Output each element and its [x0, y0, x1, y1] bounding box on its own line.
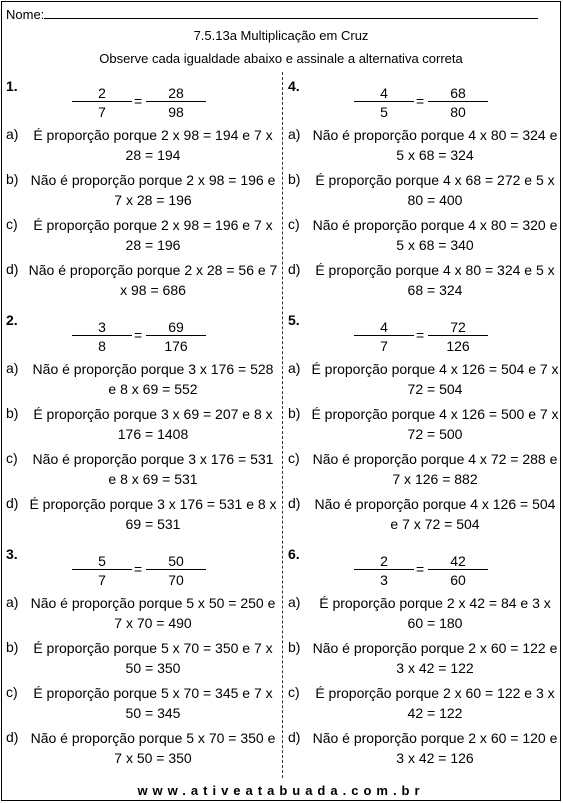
- right-fraction: [146, 84, 206, 120]
- question-number: 3.: [6, 546, 18, 562]
- option-letter: c): [288, 684, 300, 700]
- option-letter: a): [288, 594, 301, 610]
- question-4: [284, 74, 562, 308]
- left-numerator: 4: [354, 84, 414, 102]
- option-letter: b): [288, 639, 301, 655]
- left-numerator: 4: [354, 318, 414, 336]
- left-numerator: 5: [72, 552, 132, 570]
- question-number: 5.: [288, 312, 300, 328]
- right-numerator: 28: [146, 84, 206, 102]
- name-row: [6, 7, 538, 22]
- right-denominator: 176: [164, 338, 188, 354]
- left-fraction: [72, 552, 132, 588]
- question-5: [284, 308, 562, 542]
- answer-option[interactable]: [2, 356, 280, 401]
- left-denominator: 7: [98, 572, 106, 588]
- option-letter: c): [288, 450, 300, 466]
- name-line: [44, 7, 538, 19]
- worksheet-title: 7.5.13a Multiplicação em Cruz: [193, 28, 369, 43]
- answer-option[interactable]: [284, 212, 562, 257]
- right-numerator: 72: [428, 318, 488, 336]
- answer-option[interactable]: [2, 167, 280, 212]
- right-denominator: 80: [450, 104, 466, 120]
- answer-option[interactable]: [284, 167, 562, 212]
- option-letter: d): [6, 495, 19, 511]
- name-label: Nome:: [6, 7, 45, 22]
- right-denominator: 126: [446, 338, 470, 354]
- answer-option[interactable]: [2, 725, 280, 770]
- option-letter: d): [288, 261, 301, 277]
- column-divider: [282, 72, 283, 778]
- answer-option[interactable]: [284, 356, 562, 401]
- question-2: [2, 308, 280, 542]
- option-text: Não é proporção porque 2 x 28 = 56 e 7 x 98 = 686: [28, 262, 278, 298]
- option-text: Não é proporção porque 2 x 60 = 120 e 3 x 42 = 126: [312, 730, 558, 766]
- question-number: 1.: [6, 78, 18, 94]
- instruction-text: Observe cada igualdade abaixo e assinale a alternativa correta: [99, 51, 463, 66]
- option-text: Não é proporção porque 2 x 98 = 196 e 7 x 28 = 196: [30, 172, 276, 208]
- option-letter: b): [288, 171, 301, 187]
- option-letter: b): [288, 405, 301, 421]
- equals-sign: =: [134, 93, 143, 109]
- answer-option[interactable]: [284, 401, 562, 446]
- left-denominator: 7: [98, 104, 106, 120]
- option-text: É proporção porque 4 x 80 = 324 e 5 x 68 = 324: [315, 262, 555, 298]
- option-letter: d): [6, 261, 19, 277]
- right-fraction: [428, 84, 488, 120]
- fraction-equation: [354, 318, 494, 358]
- option-text: É proporção porque 2 x 60 = 122 e 3 x 42 = 122: [315, 685, 555, 721]
- right-denominator: 98: [168, 104, 184, 120]
- left-denominator: 8: [98, 338, 106, 354]
- right-fraction: [146, 318, 206, 354]
- answer-option[interactable]: [284, 491, 562, 536]
- option-letter: b): [6, 639, 19, 655]
- question-number: 6.: [288, 546, 300, 562]
- option-letter: c): [6, 216, 18, 232]
- option-text: Não é proporção porque 3 x 176 = 528 e 8 x 69 = 552: [32, 361, 274, 397]
- answer-option[interactable]: [284, 725, 562, 770]
- answer-option[interactable]: [284, 680, 562, 725]
- option-text: Não é proporção porque 2 x 60 = 122 e 3 x 42 = 122: [312, 640, 558, 676]
- question-number: 2.: [6, 312, 18, 328]
- option-text: É proporção porque 4 x 126 = 500 e 7 x 72 = 500: [311, 406, 559, 442]
- option-letter: a): [288, 126, 301, 142]
- fraction-equation: [354, 552, 494, 592]
- option-text: Não é proporção porque 4 x 72 = 288 e 7 x 126 = 882: [312, 451, 558, 487]
- left-fraction: [354, 84, 414, 120]
- question-number: 4.: [288, 78, 300, 94]
- option-text: É proporção porque 3 x 176 = 531 e 8 x 69 = 531: [29, 496, 277, 532]
- left-numerator: 2: [354, 552, 414, 570]
- option-letter: c): [288, 216, 300, 232]
- answer-option[interactable]: [2, 635, 280, 680]
- option-letter: a): [6, 594, 19, 610]
- left-fraction: [354, 318, 414, 354]
- option-text: É proporção porque 4 x 126 = 504 e 7 x 72 = 504: [311, 361, 559, 397]
- fraction-equation: [354, 84, 494, 124]
- option-text: Não é proporção porque 4 x 80 = 324 e 5 x 68 = 324: [312, 127, 558, 163]
- option-text: É proporção porque 5 x 70 = 350 e 7 x 50 = 350: [33, 640, 273, 676]
- option-letter: d): [6, 729, 19, 745]
- question-3: [2, 542, 280, 776]
- left-denominator: 5: [380, 104, 388, 120]
- answer-option[interactable]: [284, 122, 562, 167]
- left-denominator: 3: [380, 572, 388, 588]
- option-text: É proporção porque 2 x 98 = 196 e 7 x 28 = 196: [33, 217, 273, 253]
- answer-option[interactable]: [2, 491, 280, 536]
- answer-option[interactable]: [2, 212, 280, 257]
- option-letter: d): [288, 495, 301, 511]
- right-column: [284, 74, 562, 776]
- option-text: Não é proporção porque 3 x 176 = 531 e 8 x 69 = 531: [32, 451, 274, 487]
- question-1: [2, 74, 280, 308]
- right-denominator: 70: [168, 572, 184, 588]
- left-denominator: 7: [380, 338, 388, 354]
- option-letter: d): [288, 729, 301, 745]
- option-text: Não é proporção porque 4 x 126 = 504 e 7 x 72 = 504: [314, 496, 556, 532]
- fraction-equation: [72, 84, 212, 124]
- fraction-equation: [72, 318, 212, 358]
- right-fraction: [146, 552, 206, 588]
- right-fraction: [428, 552, 488, 588]
- worksheet: [1, 1, 561, 801]
- option-text: É proporção porque 2 x 42 = 84 e 3 x 60 = 180: [319, 595, 551, 631]
- answer-option[interactable]: [284, 446, 562, 491]
- right-numerator: 68: [428, 84, 488, 102]
- option-letter: c): [6, 684, 18, 700]
- left-fraction: [72, 84, 132, 120]
- option-text: É proporção porque 3 x 69 = 207 e 8 x 176 = 1408: [33, 406, 273, 442]
- answer-option[interactable]: [2, 257, 280, 302]
- right-numerator: 69: [146, 318, 206, 336]
- option-letter: b): [6, 171, 19, 187]
- answer-option[interactable]: [2, 590, 280, 635]
- right-numerator: 50: [146, 552, 206, 570]
- fraction-equation: [72, 552, 212, 592]
- option-letter: a): [6, 360, 19, 376]
- option-text: Não é proporção porque 5 x 50 = 250 e 7 x 70 = 490: [30, 595, 276, 631]
- left-fraction: [354, 552, 414, 588]
- left-column: [2, 74, 280, 776]
- answer-option[interactable]: [284, 257, 562, 302]
- equals-sign: =: [134, 327, 143, 343]
- answer-option[interactable]: [2, 401, 280, 446]
- right-fraction: [428, 318, 488, 354]
- equals-sign: =: [134, 561, 143, 577]
- right-denominator: 60: [450, 572, 466, 588]
- left-numerator: 3: [72, 318, 132, 336]
- equals-sign: =: [416, 93, 425, 109]
- footer-website: www.ativeatabuada.com.br: [137, 783, 425, 798]
- answer-option[interactable]: [2, 122, 280, 167]
- answer-option[interactable]: [2, 680, 280, 725]
- option-letter: a): [288, 360, 301, 376]
- option-text: É proporção porque 5 x 70 = 345 e 7 x 50 = 345: [33, 685, 273, 721]
- answer-option[interactable]: [284, 590, 562, 635]
- right-numerator: 42: [428, 552, 488, 570]
- option-text: Não é proporção porque 5 x 70 = 350 e 7 x 50 = 350: [30, 730, 276, 766]
- left-fraction: [72, 318, 132, 354]
- option-letter: b): [6, 405, 19, 421]
- question-6: [284, 542, 562, 776]
- option-letter: c): [6, 450, 18, 466]
- answer-option[interactable]: [284, 635, 562, 680]
- equals-sign: =: [416, 561, 425, 577]
- option-text: É proporção porque 4 x 68 = 272 e 5 x 80 = 400: [315, 172, 555, 208]
- option-text: Não é proporção porque 4 x 80 = 320 e 5 x 68 = 340: [312, 217, 558, 253]
- option-letter: a): [6, 126, 19, 142]
- option-text: É proporção porque 2 x 98 = 194 e 7 x 28 = 194: [33, 127, 273, 163]
- left-numerator: 2: [72, 84, 132, 102]
- answer-option[interactable]: [2, 446, 280, 491]
- equals-sign: =: [416, 327, 425, 343]
